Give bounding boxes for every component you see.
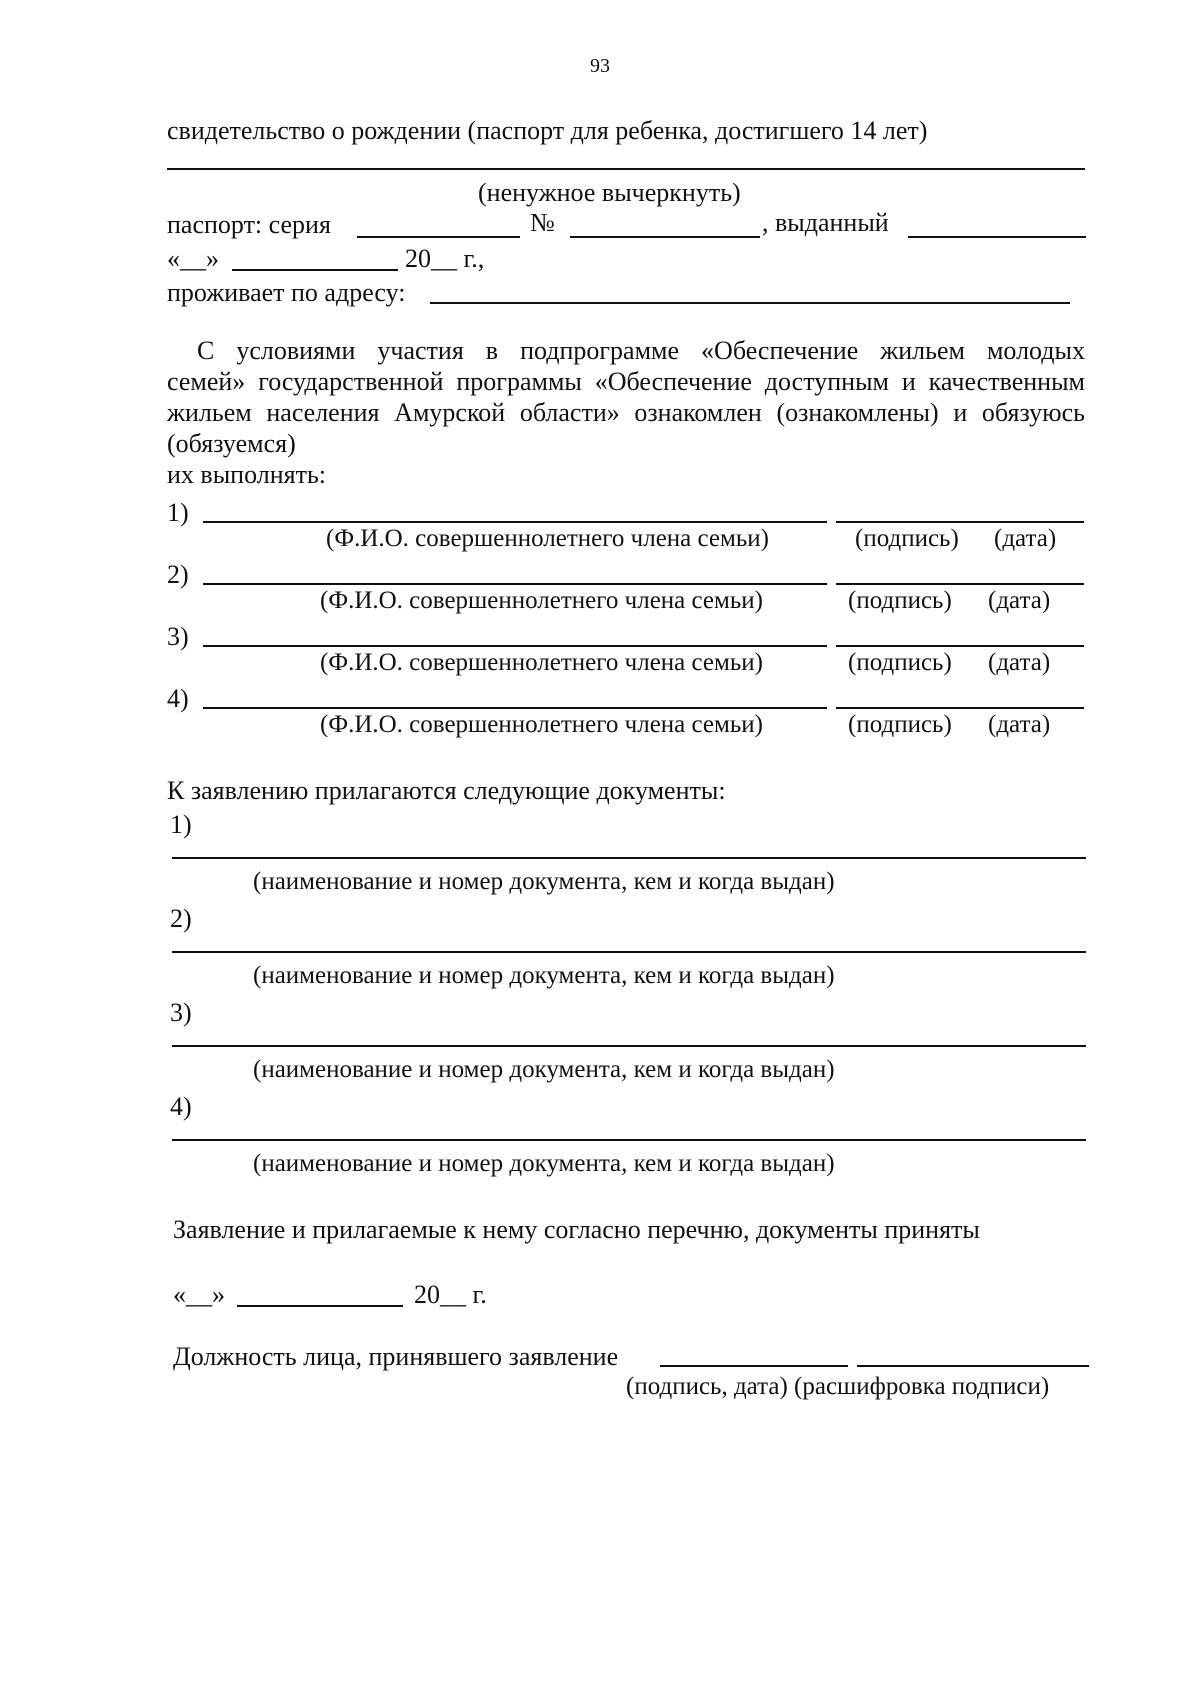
document-caption: (наименование и номер документа, кем и когда выдан) [253, 1056, 835, 1083]
strike-note: (ненужное вычеркнуть) [478, 178, 741, 207]
member-name-caption: (Ф.И.О. совершеннолетнего члена семьи) [320, 711, 763, 738]
official-sign-date-field[interactable] [660, 1365, 848, 1367]
member-sign-date-field[interactable] [836, 521, 1084, 523]
document-caption: (наименование и номер документа, кем и когда выдан) [253, 962, 835, 989]
address-label: проживает по адресу: [167, 278, 406, 307]
member-sign-caption: (подпись) [848, 587, 952, 614]
member-name-field[interactable] [203, 583, 827, 585]
member-number: 1) [167, 498, 189, 527]
official-decipher-field[interactable] [857, 1365, 1089, 1367]
member-sign-date-field[interactable] [836, 707, 1084, 709]
birth-cert-label: свидетельство о рождении (паспорт для ребенка, достигшего 14 лет) [167, 116, 928, 145]
member-sign-date-field[interactable] [836, 583, 1084, 585]
member-name-caption: (Ф.И.О. совершеннолетнего члена семьи) [320, 649, 763, 676]
passport-month-field[interactable] [232, 269, 398, 271]
passport-series-label: паспорт: серия [167, 210, 331, 239]
official-position-label: Должность лица, принявшего заявление [173, 1342, 619, 1371]
document-field[interactable] [172, 857, 1086, 859]
birth-cert-field[interactable] [167, 168, 1085, 170]
address-field[interactable] [430, 302, 1070, 304]
member-sign-caption: (подпись) [848, 711, 952, 738]
official-caption: (подпись, дата) (расшифровка подписи) [626, 1373, 1050, 1400]
member-sign-date-field[interactable] [836, 645, 1084, 647]
accepted-date-open: «__» [173, 1280, 225, 1309]
conditions-line-3: жильем населения Амурской области» ознакомлен (ознакомлены) и обязуюсь [167, 398, 1085, 427]
accepted-statement: Заявление и прилагаемые к нему согласно перечню, документы приняты [173, 1215, 980, 1244]
member-name-field[interactable] [203, 521, 827, 523]
member-sign-caption: (подпись) [855, 525, 959, 552]
conditions-line-2: семей» государственной программы «Обеспечение доступным и качественным [167, 367, 1085, 396]
member-name-field[interactable] [203, 707, 827, 709]
attachments-heading: К заявлению прилагаются следующие документы: [167, 776, 726, 805]
passport-number-label: № [530, 208, 555, 237]
member-name-caption: (Ф.И.О. совершеннолетнего члена семьи) [326, 525, 769, 552]
document-field[interactable] [172, 1139, 1086, 1141]
passport-date-open: «__» [167, 244, 219, 273]
member-date-caption: (дата) [988, 587, 1051, 614]
member-date-caption: (дата) [994, 525, 1057, 552]
document-caption: (наименование и номер документа, кем и когда выдан) [253, 1150, 835, 1177]
passport-issued-field[interactable] [908, 236, 1086, 238]
passport-issued-label: , выданный [762, 208, 889, 237]
member-date-caption: (дата) [988, 649, 1051, 676]
document-caption: (наименование и номер документа, кем и когда выдан) [253, 868, 835, 895]
conditions-line-4: (обязуемся) [167, 429, 296, 458]
passport-series-field[interactable] [357, 236, 520, 238]
conditions-line-5: их выполнять: [167, 460, 327, 489]
document-number: 3) [170, 998, 192, 1027]
document-number: 4) [170, 1092, 192, 1121]
member-name-caption: (Ф.И.О. совершеннолетнего члена семьи) [320, 587, 763, 614]
page-number: 93 [590, 55, 610, 77]
conditions-paragraph [167, 335, 1085, 490]
member-name-field[interactable] [203, 645, 827, 647]
document-field[interactable] [172, 1045, 1086, 1047]
passport-number-field[interactable] [570, 236, 760, 238]
member-number: 3) [167, 622, 189, 651]
member-date-caption: (дата) [988, 711, 1051, 738]
accepted-year-label: 20__ г. [414, 1280, 487, 1309]
member-number: 2) [167, 560, 189, 589]
passport-year-label: 20__ г., [405, 244, 485, 273]
document-field[interactable] [172, 951, 1086, 953]
conditions-line-1: С условиями участия в подпрограмме «Обеспечение жильем молодых [197, 336, 1085, 365]
document-number: 2) [170, 904, 192, 933]
member-sign-caption: (подпись) [848, 649, 952, 676]
document-number: 1) [170, 810, 192, 839]
accepted-month-field[interactable] [237, 1305, 403, 1307]
member-number: 4) [167, 684, 189, 713]
